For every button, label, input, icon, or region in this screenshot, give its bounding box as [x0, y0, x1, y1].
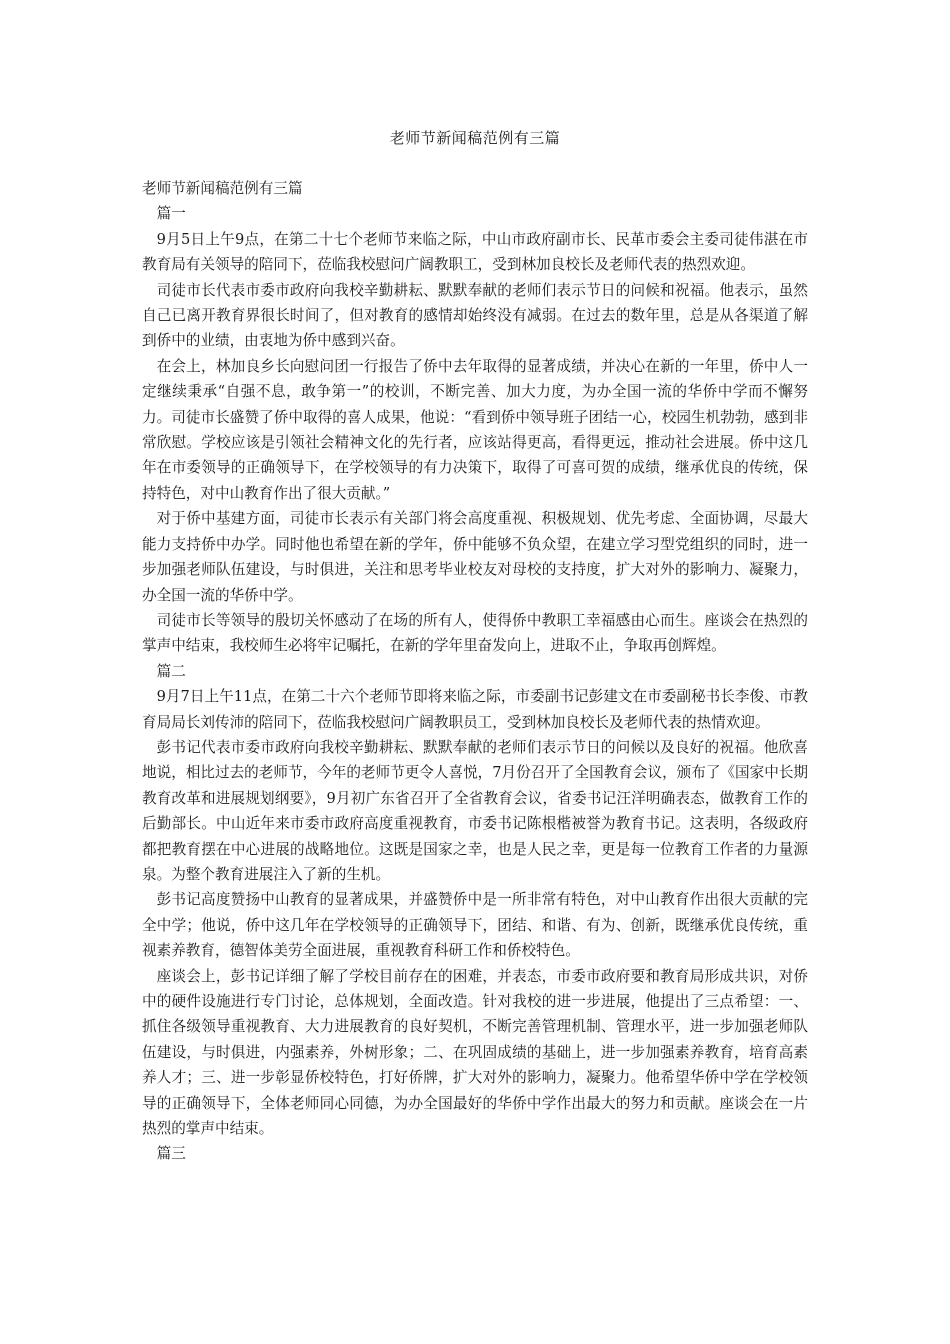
section-label-2: 篇二 — [156, 662, 186, 680]
paragraph: 9月7日上午11点，在第二十六个老师节即将来临之际，市委副书记彭建文在市委副秘书长李俊、市教育局局长刘传沛的陪同下，莅临我校慰问广阔教职员工，受到林加良校长及老师代表的热情欢迎。 — [142, 688, 808, 731]
document-heading: 老师节新闻稿范例有三篇 — [142, 180, 303, 197]
section-label-3: 篇三 — [156, 1145, 186, 1163]
paragraph: 在会上，林加良乡长向慰问团一行报告了侨中去年取得的显著成绩，并决心在新的一年里，侨中人一定继续秉承“自强不息，敢争第一”的校训，不断完善、加大力度，为办全国一流的华侨中学而不懈努力。司徒市长盛赞了侨中取得的喜人成果，他说：“看到侨中领导班子团结一心，校园生机勃勃，感到非常欣慰。学校应该是引领社会精神文化的先行者，应该站得更高，看得更远，推动社会进展。侨中这几年在市委领导的正确领导下，在学校领导的有力决策下，取得了可喜可贺的成绩，继承优良的传统，保持特色，对中山教育作出了很大贡献。” — [142, 357, 808, 502]
paragraph: 司徒市长代表市委市政府向我校辛勤耕耘、默默奉献的老师们表示节日的问候和祝福。他表示，虽然自己已离开教育界很长时间了，但对教育的感情却始终没有减弱。在过去的数年里，总是从各渠道了解到侨中的业绩，由衷地为侨中感到兴奋。 — [142, 281, 808, 350]
paragraph: 彭书记代表市委市政府向我校辛勤耕耘、默默奉献的老师们表示节日的问候以及良好的祝福。他欣喜地说，相比过去的老师节，今年的老师节更令人喜悦，7月份召开了全国教育会议，颁布了《国家中长期教育改革和进展规划纲要》，9月初广东省召开了全省教育会议，省委书记汪洋明确表态，做教育工作的后勤部长。中山近年来市委市政府高度重视教育，市委书记陈根楷被誉为教育书记。这表明，各级政府都把教育摆在中心进展的战略地位。这既是国家之幸，也是人民之幸，更是每一位教育工作者的力量源泉。为整个教育进展注入了新的生机。 — [142, 738, 809, 883]
paragraph: 彭书记高度赞扬中山教育的显著成果，并盛赞侨中是一所非常有特色，对中山教育作出很大贡献的完全中学；他说，侨中这几年在学校领导的正确领导下，团结、和谐、有为、创新，既继承优良传统，重视素养教育，德智体美劳全面进展，重视教育科研工作和侨校特色。 — [142, 891, 808, 960]
paragraph: 座谈会上，彭书记详细了解了学校目前存在的困难，并表态，市委市政府要和教育局形成共识，对侨中的硬件设施进行专门讨论，总体规划，全面改造。针对我校的进一步进展，他提出了三点希望：一、抓住各级领导重视教育、大力进展教育的良好契机，不断完善管理机制、管理水平，进一步加强老师队伍建设，与时俱进，内强素养，外树形象；二、在巩固成绩的基础上，进一步加强素养教育，培育高素养人才；三、进一步彰显侨校特色，打好侨牌，扩大对外的影响力，凝聚力。他希望华侨中学在学校领导的正确领导下，全体老师同心同德，为办全国最好的华侨中学作出最大的努力和贡献。座谈会在一片热烈的掌声中结束。 — [142, 967, 808, 1138]
paragraph: 对于侨中基建方面，司徒市长表示有关部门将会高度重视、积极规划、优先考虑、全面协调，尽最大能力支持侨中办学。同时他也希望在新的学年，侨中能够不负众望，在建立学习型党组织的同时，进一步加强老师队伍建设，与时俱进，关注和思考毕业校友对母校的支持度，扩大对外的影响力、凝聚力，办全国一流的华侨中学。 — [142, 510, 808, 604]
paragraph: 司徒市长等领导的殷切关怀感动了在场的所有人，使得侨中教职工幸福感由心而生。座谈会在热烈的掌声中结束，我校师生必将牢记嘱托，在新的学年里奋发向上，进取不止，争取再创辉煌。 — [142, 611, 808, 655]
document-title: 老师节新闻稿范例有三篇 — [389, 129, 561, 147]
paragraph: 9月5日上午9点，在第二十七个老师节来临之际，中山市政府副市长、民革市委会主委司徒伟湛在市教育局有关领导的陪同下，莅临我校慰问广阔教职工，受到林加良校长及老师代表的热烈欢迎。 — [142, 230, 808, 274]
document-body — [142, 176, 808, 1167]
section-label-1: 篇一 — [156, 205, 186, 223]
